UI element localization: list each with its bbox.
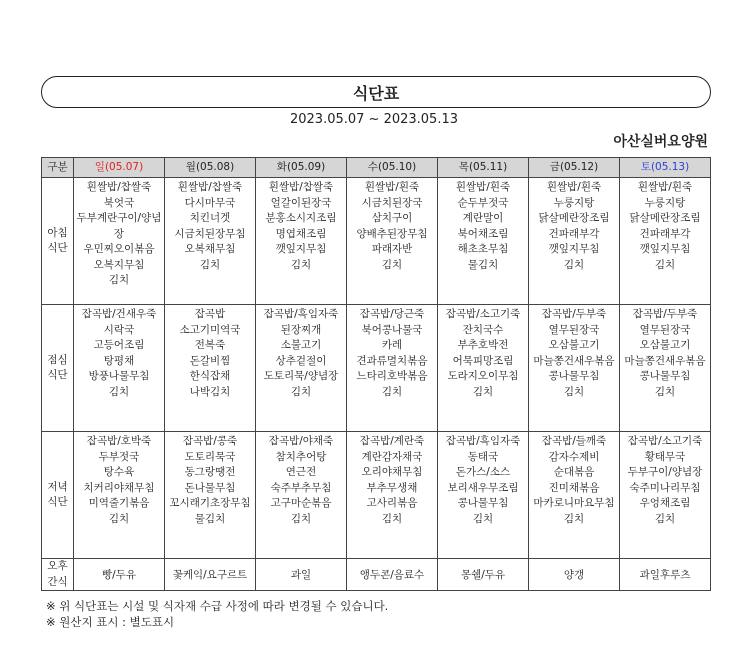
menu-item: 과일후루츠 [639, 568, 691, 581]
menu-item: 도토리묵국 [184, 450, 236, 463]
menu-item: 물김치 [194, 512, 226, 525]
menu-item: 닭살메란장조림 [538, 212, 610, 224]
menu-item: 보리새우무조림 [447, 481, 519, 494]
menu-item: 전복죽 [194, 339, 226, 351]
menu-item: 순두부젓국 [457, 196, 509, 209]
menu-item: 잡곡밥/호박죽 [86, 435, 152, 447]
title-box [41, 76, 711, 108]
menu-item: 파래자반 [371, 243, 413, 255]
menu-item: 삼치구이 [371, 212, 413, 224]
menu-item: 두부젓국 [98, 450, 140, 463]
menu-item: 잡곡밥/소고기죽 [445, 308, 521, 320]
menu-item: 김치 [563, 258, 585, 271]
row-label-line: 저녁 [47, 480, 68, 493]
menu-item: 열무된장국 [548, 323, 600, 336]
menu-item: 시금치된장무침 [174, 227, 246, 240]
menu-item: 견과류멸치볶음 [356, 354, 428, 367]
menu-item: 북엇국 [103, 196, 135, 209]
menu-cell [438, 559, 529, 591]
row-label [42, 178, 74, 305]
menu-cell [347, 178, 438, 305]
menu-item: 두부구이/양념장 [627, 466, 703, 478]
menu-item: 우엉채조림 [639, 497, 691, 509]
row-label [42, 305, 74, 432]
menu-cell [529, 432, 620, 559]
menu-table [41, 157, 711, 591]
menu-item: 우민찌오이볶음 [83, 243, 155, 255]
row-label [42, 559, 74, 591]
menu-item: 소고기미역국 [179, 323, 241, 336]
menu-cell [256, 559, 347, 591]
menu-item: 양배추된장무침 [356, 227, 428, 240]
row-label-line: 식단 [47, 242, 68, 254]
menu-item: 잡곡밥/계란죽 [359, 435, 425, 447]
menu-item: 다시마무국 [184, 196, 236, 209]
row-label-line: 아침 [47, 226, 68, 239]
menu-cell [620, 305, 711, 432]
menu-cell [529, 178, 620, 305]
menu-item: 잡곡밥/당근죽 [359, 308, 425, 320]
menu-cell [529, 559, 620, 591]
note-change: ※ 위 식단표는 시설 및 식자재 수급 사정에 따라 변경될 수 있습니다. [46, 599, 389, 613]
menu-item: 흰쌀밥/흰죽 [546, 181, 602, 193]
menu-item: 김치 [654, 512, 676, 525]
menu-item: 김치 [108, 385, 130, 398]
menu-cell [347, 305, 438, 432]
snack-row [42, 559, 711, 591]
menu-item: 닭살메란장조림 [629, 212, 701, 224]
menu-item: 시금치된장국 [361, 196, 423, 209]
menu-cell [620, 432, 711, 559]
row-label [42, 432, 74, 559]
menu-item: 김치 [108, 512, 130, 525]
menu-item: 부추호박전 [457, 339, 509, 351]
menu-item: 어묵피망조림 [452, 354, 514, 367]
menu-item: 잡곡밥 [194, 308, 226, 320]
menu-item: 동그랑땡전 [184, 466, 236, 478]
menu-item: 빵/두유 [102, 568, 136, 581]
menu-cell [74, 305, 165, 432]
menu-item: 참치추어탕 [275, 450, 327, 463]
menu-item: 건파래부각 [548, 227, 600, 240]
menu-item: 잡곡밥/흑임자죽 [445, 435, 521, 447]
header-day: 수(05.10) [347, 158, 438, 178]
menu-item: 몽쉘/두유 [460, 568, 506, 581]
menu-cell [438, 305, 529, 432]
header-corner: 구분 [42, 158, 74, 178]
menu-item: 부추무생채 [366, 481, 418, 494]
menu-item: 잡곡밥/콩죽 [182, 435, 238, 447]
menu-item: 소불고기 [280, 339, 322, 351]
menu-item: 과일 [290, 568, 312, 581]
menu-item: 진미채볶음 [548, 481, 600, 494]
menu-item: 흰쌀밥/찹쌀죽 [268, 181, 334, 193]
menu-item: 동태국 [467, 450, 499, 463]
menu-cell [74, 559, 165, 591]
date-range: 2023.05.07 ~ 2023.05.13 [289, 112, 459, 127]
menu-item: 한식잡채 [189, 370, 231, 382]
menu-item: 북어콩나물국 [361, 323, 423, 336]
menu-item: 콩나물무침 [457, 497, 509, 509]
menu-item: 깻잎지무침 [639, 243, 691, 255]
menu-cell [438, 178, 529, 305]
menu-item: 꼬시래기초장무침 [169, 497, 251, 509]
menu-item: 흰쌀밥/흰죽 [455, 181, 511, 193]
row-label-line: 점심 [47, 353, 68, 366]
menu-item: 고등어조림 [93, 339, 145, 351]
menu-item: 해초초무침 [457, 243, 509, 255]
row-label-line: 오후 [47, 560, 68, 572]
menu-item: 앵두콘/음료수 [359, 568, 425, 581]
menu-item: 오삼불고기 [639, 339, 691, 351]
menu-item: 잡곡밥/건새우죽 [81, 308, 157, 320]
menu-item: 잡곡밥/두부죽 [632, 308, 698, 320]
menu-item: 명엽채조림 [275, 227, 327, 240]
menu-item: 잡곡밥/들깨죽 [541, 435, 607, 447]
breakfast-row [42, 178, 711, 305]
menu-item: 방풍나물무침 [88, 370, 150, 382]
menu-item: 오복채무침 [184, 243, 236, 255]
header-day: 목(05.11) [438, 158, 529, 178]
menu-item: 두부계란구이/양념장 [76, 212, 162, 240]
menu-item: 잡곡밥/소고기죽 [627, 435, 703, 447]
menu-item: 순대볶음 [553, 466, 595, 478]
menu-item: 오리야채무침 [361, 466, 423, 478]
menu-item: 깻잎지무침 [275, 243, 327, 255]
menu-item: 돈가스/소스 [455, 466, 511, 478]
menu-item: 김치 [108, 274, 130, 286]
menu-item: 누룽지탕 [644, 196, 686, 209]
menu-cell [74, 178, 165, 305]
menu-cell [347, 559, 438, 591]
menu-item: 김치 [472, 385, 494, 398]
menu-item: 김치 [199, 258, 221, 271]
menu-item: 숙주미나리무침 [629, 481, 701, 494]
menu-item: 계란감자채국 [361, 450, 423, 463]
note-origin: ※ 원산지 표시 : 별도표시 [46, 615, 175, 629]
menu-item: 김치 [381, 385, 403, 398]
menu-item: 된장찌개 [280, 323, 322, 336]
header-row [42, 158, 711, 178]
menu-item: 흰쌀밥/흰죽 [637, 181, 693, 193]
menu-item: 물김치 [467, 258, 499, 271]
menu-item: 마늘쫑건새우볶음 [533, 354, 615, 367]
menu-item: 김치 [472, 512, 494, 525]
menu-cell [74, 432, 165, 559]
row-label-line: 식단 [47, 496, 68, 508]
menu-item: 잡곡밥/흑임자죽 [263, 308, 339, 320]
menu-item: 카레 [381, 339, 403, 351]
menu-cell [165, 305, 256, 432]
menu-item: 흰쌀밥/찹쌀죽 [86, 181, 152, 193]
menu-cell [165, 559, 256, 591]
menu-cell [256, 178, 347, 305]
menu-item: 누룽지탕 [553, 196, 595, 209]
menu-cell [620, 178, 711, 305]
menu-item: 분홍소시지조림 [265, 212, 337, 224]
menu-item: 김치 [563, 385, 585, 398]
menu-item: 고구마순볶음 [270, 497, 332, 509]
menu-item: 꽃케익/요구르트 [172, 568, 248, 581]
menu-item: 김치 [290, 258, 312, 271]
menu-item: 잡곡밥/야채죽 [268, 435, 334, 447]
menu-item: 열무된장국 [639, 323, 691, 336]
menu-cell [256, 305, 347, 432]
header-day: 월(05.08) [165, 158, 256, 178]
menu-item: 도라지오이무침 [447, 370, 519, 382]
header-day: 금(05.12) [529, 158, 620, 178]
menu-item: 나박김치 [189, 385, 231, 398]
menu-item: 탕평채 [103, 354, 135, 367]
menu-cell [529, 305, 620, 432]
menu-item: 숙주부추무침 [270, 481, 332, 494]
menu-cell [347, 432, 438, 559]
menu-item: 고사리볶음 [366, 497, 418, 509]
menu-item: 계란말이 [462, 212, 504, 224]
menu-item: 양갱 [563, 568, 585, 581]
page-title: 식단표 [352, 83, 400, 103]
menu-item: 치커리야채무침 [83, 481, 155, 494]
menu-cell [165, 432, 256, 559]
menu-item: 황태무국 [644, 450, 686, 463]
menu-item: 느타리호박볶음 [356, 370, 428, 382]
menu-item: 김치 [290, 512, 312, 525]
menu-item: 김치 [381, 258, 403, 271]
lunch-row [42, 305, 711, 432]
menu-item: 시락국 [103, 323, 135, 336]
menu-item: 김치 [381, 512, 403, 525]
menu-cell [165, 178, 256, 305]
menu-item: 김치 [654, 385, 676, 398]
header-day: 일(05.07) [74, 158, 165, 178]
menu-item: 김치 [654, 258, 676, 271]
row-label-line: 간식 [47, 575, 68, 588]
header-day: 화(05.09) [256, 158, 347, 178]
menu-item: 건파래부각 [639, 227, 691, 240]
menu-item: 콩나물무침 [548, 370, 600, 382]
menu-item: 돈갈비찜 [189, 354, 231, 367]
menu-item: 연근전 [285, 466, 317, 478]
menu-item: 마늘쫑건새우볶음 [624, 354, 706, 367]
menu-item: 잔치국수 [462, 323, 504, 336]
menu-item: 흰쌀밥/찹쌀죽 [177, 181, 243, 193]
menu-item: 마카로니마요무침 [533, 497, 615, 509]
header-day: 토(05.13) [620, 158, 711, 178]
menu-item: 흰쌀밥/흰죽 [364, 181, 420, 193]
organization-name: 아산실버요양원 [613, 134, 708, 150]
dinner-row [42, 432, 711, 559]
menu-item: 얼갈이된장국 [270, 196, 332, 209]
menu-item: 북어채조림 [457, 227, 509, 240]
menu-cell [256, 432, 347, 559]
menu-item: 도토리묵/양념장 [263, 370, 339, 382]
menu-item: 감자수제비 [548, 450, 600, 463]
menu-item: 김치 [290, 385, 312, 398]
menu-cell [438, 432, 529, 559]
menu-cell [620, 559, 711, 591]
menu-item: 돈나물무침 [184, 481, 236, 494]
menu-item: 오삼불고기 [548, 339, 600, 351]
row-label-line: 식단 [47, 369, 68, 381]
menu-item: 잡곡밥/두부죽 [541, 308, 607, 320]
menu-item: 미역줄기볶음 [88, 497, 150, 509]
menu-item: 김치 [563, 512, 585, 525]
menu-item: 오복지무침 [93, 258, 145, 271]
menu-item: 콩나물무침 [639, 370, 691, 382]
menu-item: 상추겉절이 [275, 354, 327, 367]
menu-item: 깻잎지무침 [548, 243, 600, 255]
menu-item: 탕수육 [103, 466, 135, 478]
menu-item: 치킨너겟 [189, 212, 231, 224]
